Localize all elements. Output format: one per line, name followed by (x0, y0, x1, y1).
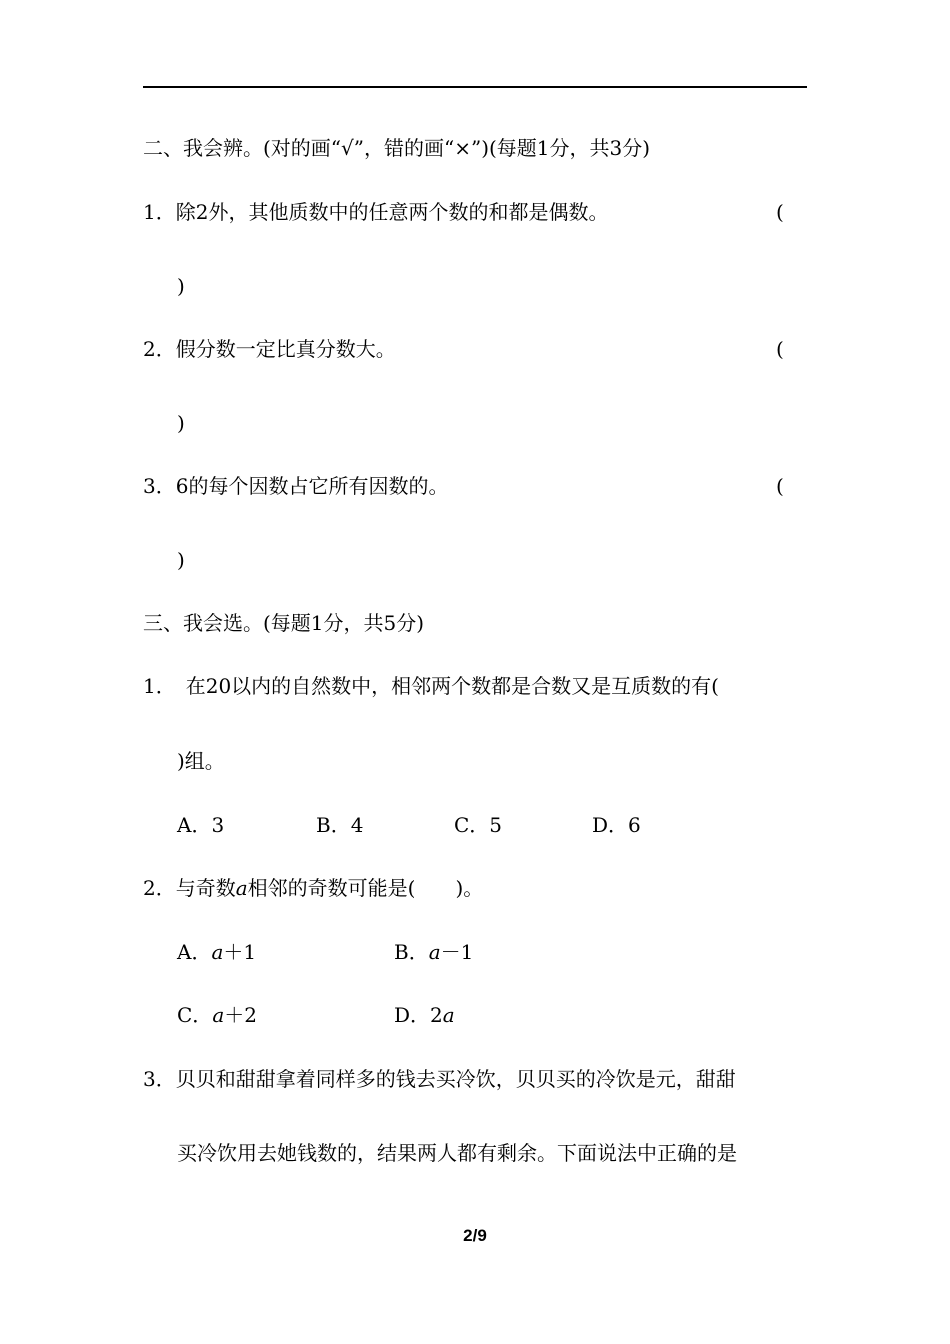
s3-q1-option-b: B．4 (316, 813, 364, 837)
s3-q2-prefix: 2．与奇数 (143, 876, 236, 900)
s3-q1-option-d: D．6 (592, 813, 641, 837)
s3-q2-option-b: B．a－1 (394, 940, 474, 964)
s3-q1-option-c: C．5 (454, 813, 503, 837)
s2-q2-open-paren: ( (776, 337, 784, 361)
s2-q2-close-paren: ) (177, 411, 185, 435)
s2-q1-open-paren: ( (776, 200, 784, 224)
s3-q2-var: a (235, 876, 248, 900)
s3-q2-option-a: A．a＋1 (177, 940, 257, 964)
s2-q1-text: 1．除2外，其他质数中的任意两个数的和都是偶数。 (143, 200, 609, 224)
s3-q2-option-d: D．2a (394, 1003, 455, 1027)
s3-q1-line2: )组。 (177, 749, 225, 773)
s2-q1-close-paren: ) (177, 274, 185, 298)
section3-heading: 三、我会选。(每题1分，共5分) (143, 611, 425, 635)
s3-q3-line2: 买冷饮用去她钱数的，结果两人都有剩余。下面说法中正确的是 (177, 1141, 737, 1165)
s3-q1-line1: 1． 在20以内的自然数中，相邻两个数都是合数又是互质数的有( (143, 674, 719, 698)
s3-q2-suffix: 相邻的奇数可能是( )。 (247, 876, 484, 900)
s2-q3-open-paren: ( (776, 474, 784, 498)
s2-q2-text: 2．假分数一定比真分数大。 (143, 337, 396, 361)
s2-q3-text: 3．6的每个因数占它所有因数的。 (143, 474, 449, 498)
s3-q2-stem (143, 876, 483, 900)
header-rule (143, 86, 807, 88)
s2-q3-close-paren: ) (177, 548, 185, 572)
s3-q1-option-a: A．3 (177, 813, 225, 837)
page-number: 2/9 (463, 1226, 487, 1245)
s3-q3-line1: 3．贝贝和甜甜拿着同样多的钱去买冷饮，贝贝买的冷饮是元，甜甜 (143, 1067, 736, 1091)
section2-heading: 二、我会辨。(对的画“√”，错的画“×”)(每题1分，共3分) (143, 136, 651, 160)
s3-q2-option-c: C．a＋2 (177, 1003, 257, 1027)
